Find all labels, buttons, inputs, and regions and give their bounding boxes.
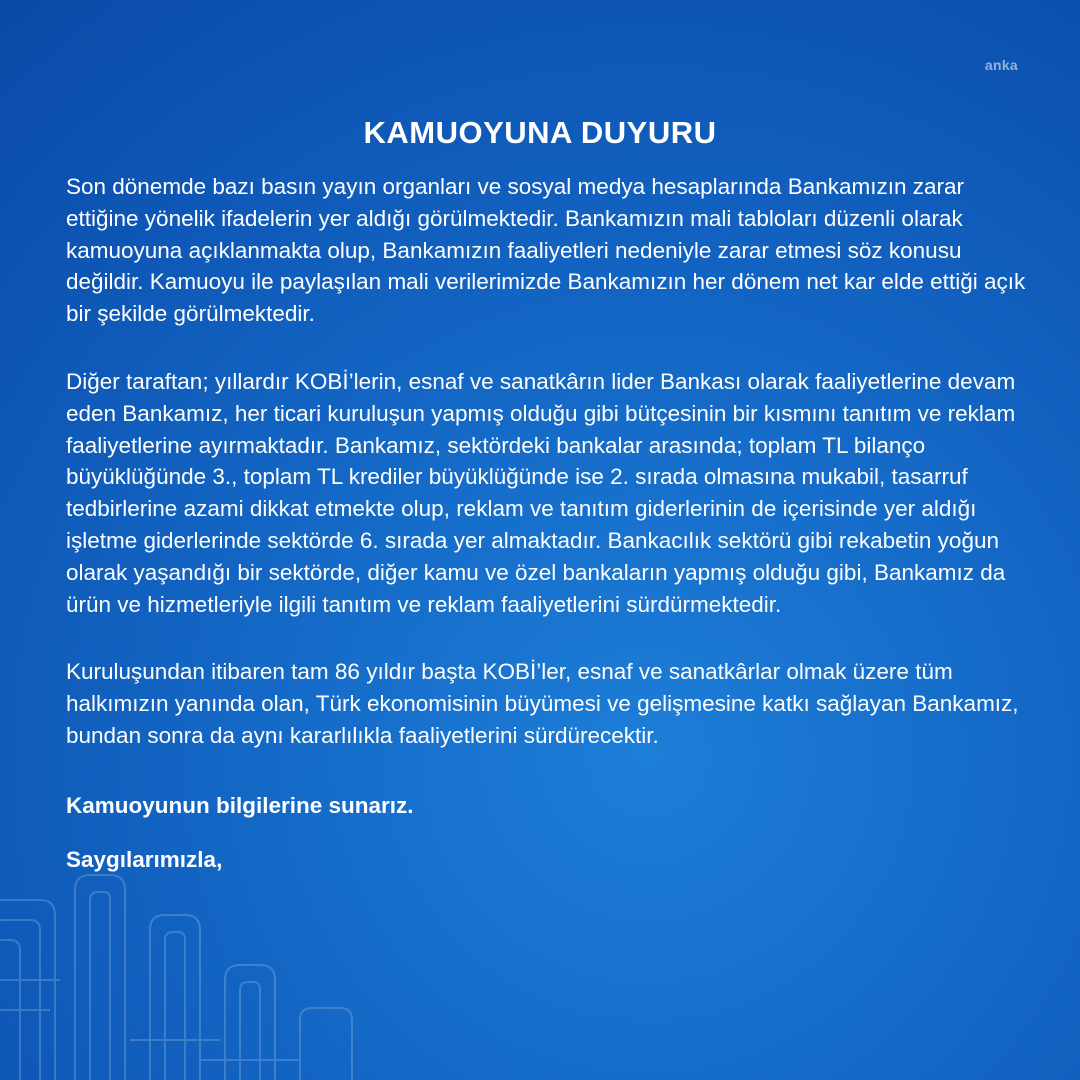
closing-statement: Kamuoyunun bilgilerine sunarız. [66, 792, 414, 818]
closing-salutation: Saygılarımızla, [66, 846, 223, 872]
paragraph-1: Son dönemde bazı basın yayın organları ve sosyal medya hesaplarında Bankamızın zarar ettiğine yönelik ifadelerin yer aldığı görülmektedir. Bankamızın mali tabloları düzenli olarak kamuoyuna açıklanmakta olup, Bankamızın faaliyetleri nedeniyle zarar etmesi söz konusu değildir. Kamuoyu ile paylaşılan mali verilerimizde Bankamızın her dönem net kar elde ettiği açık bir şekilde görülmektedir. [66, 174, 1026, 327]
announcement-body [66, 171, 1026, 875]
announcement-title: KAMUOYUNA DUYURU [363, 114, 717, 150]
paragraph-2: Diğer taraftan; yıllardır KOBİ’lerin, esnaf ve sanatkârın lider Bankası olarak faaliyetlerine devam eden Bankamız, her ticari kuruluşun yapmış olduğu gibi bütçesinin bir kısmını tanıtım ve reklam faaliyetlerine ayırmaktadır. Bankamız, sektördeki bankalar arasında; toplam TL bilanço büyüklüğünde 3., toplam TL krediler büyüklüğünde ise 2. sırada olmasına mukabil, tasarruf tedbirlerine azami dikkat etmekte olup, reklam ve tanıtım giderlerinin de içerisinde yer aldığı işletme giderlerinde sektörde 6. sırada yer almaktadır. Bankacılık sektörü gibi rekabetin yoğun olarak yaşandığı bir sektörde, diğer kamu ve özel bankaların yapmış olduğu gibi, Bankamız da ürün ve hizmetleriyle ilgili tanıtım ve reklam faaliyetlerini sürdürmektedir. [66, 368, 1016, 617]
paragraph-3: Kuruluşundan itibaren tam 86 yıldır başta KOBİ’ler, esnaf ve sanatkârlar olmak üzere tüm halkımızın yanında olan, Türk ekonomisinin büyümesi ve gelişmesine katkı sağlayan Bankamız, bundan sonra da aynı kararlılıkla faaliyetlerini sürdürecektir. [66, 659, 1019, 748]
anka-watermark: anka [984, 57, 1018, 73]
